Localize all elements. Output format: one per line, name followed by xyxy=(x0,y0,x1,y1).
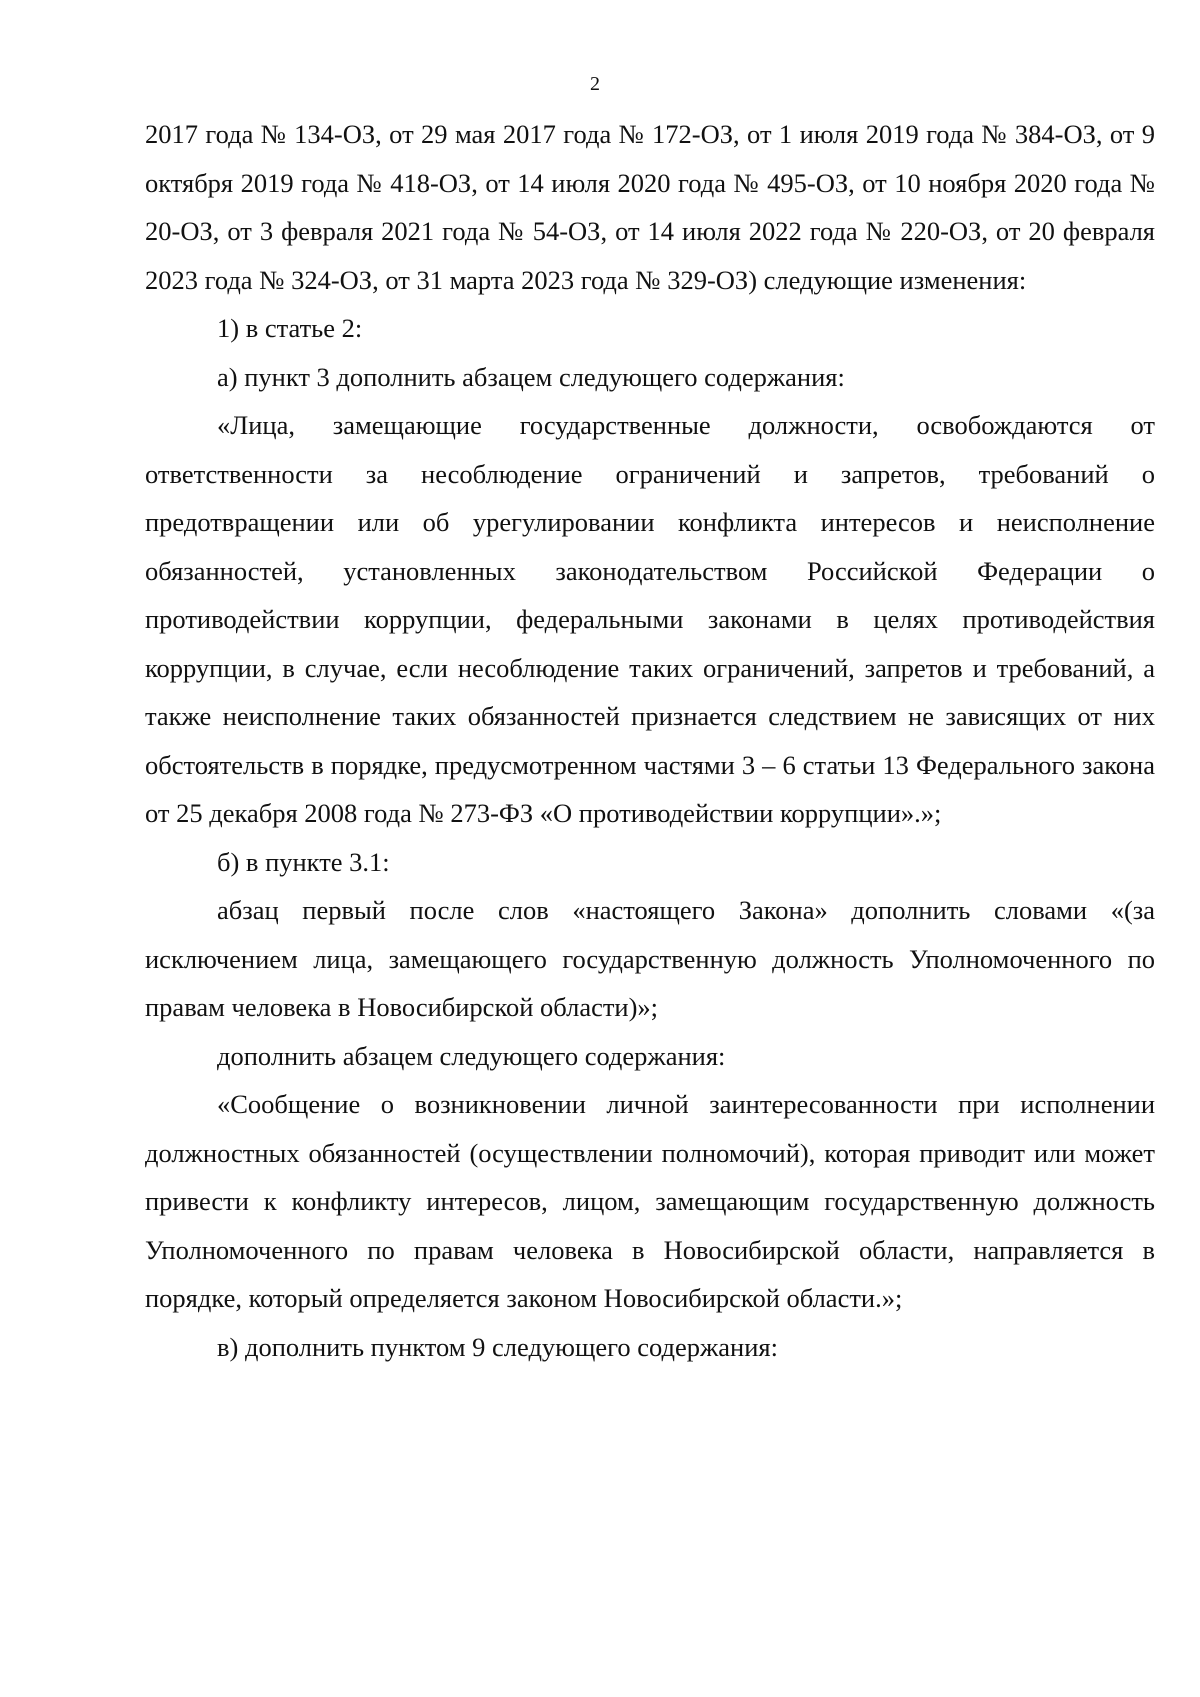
paragraph-first-abzats-amendment: абзац первый после слов «настоящего Закона» дополнить словами «(за исключением лица, замещающего государственную должность Уполномоченного по правам человека в Новосибирской области)»; xyxy=(145,895,1155,1022)
paragraph-subitem-b: б) в пункте 3.1: xyxy=(217,846,390,877)
paragraph-quoted-exemption: «Лица, замещающие государственные должности, освобождаются от ответственности за несоблюдение ограничений и запретов, требований о предотвращении или об урегулировании конфликта интересов и неисполнение обязанностей, установленных законодательством Российской Федерации о противодействии коррупции, федеральными законами в целях противодействия коррупции, в случае, если несоблюдение таких ограничений, запретов и требований, а также неисполнение таких обязанностей признается следствием не зависящих от них обстоятельств в порядке, предусмотренном частями 3 – 6 статьи 13 Федерального закона от 25 декабря 2008 года № 273-ФЗ «О противодействии коррупции».»; xyxy=(145,410,1155,828)
page-number: 2 xyxy=(590,73,600,95)
paragraph-quoted-report: «Сообщение о возникновении личной заинтересованности при исполнении должностных обязанностей (осуществлении полномочий), которая приводит или может привести к конфликту интересов, лицом, замещающим государственную должность Уполномоченного по правам человека в Новосибирской области, направляется в порядке, который определяется законом Новосибирской области.»; xyxy=(145,1089,1155,1313)
paragraph-subitem-v: в) дополнить пунктом 9 следующего содержания: xyxy=(217,1331,778,1362)
paragraph-item-1: 1) в статье 2: xyxy=(217,313,363,343)
paragraph-add-abzats: дополнить абзацем следующего содержания: xyxy=(217,1040,726,1071)
paragraph-subitem-a: а) пункт 3 дополнить абзацем следующего содержания: xyxy=(217,361,845,392)
document-body xyxy=(145,110,1155,1371)
paragraph-amendments-list: 2017 года № 134-ОЗ, от 29 мая 2017 года № 172-ОЗ, от 1 июля 2019 года № 384-ОЗ, от 9 октября 2019 года № 418-ОЗ, от 14 июля 2020 года № 495-ОЗ, от 10 ноября 2020 года № 20-ОЗ, от 3 февраля 2021 года № 54-ОЗ, от 14 июля 2022 года № 220-ОЗ, от 20 февраля 2023 года № 324-ОЗ, от 31 марта 2023 года № 329-ОЗ) следующие изменения: xyxy=(145,119,1155,295)
